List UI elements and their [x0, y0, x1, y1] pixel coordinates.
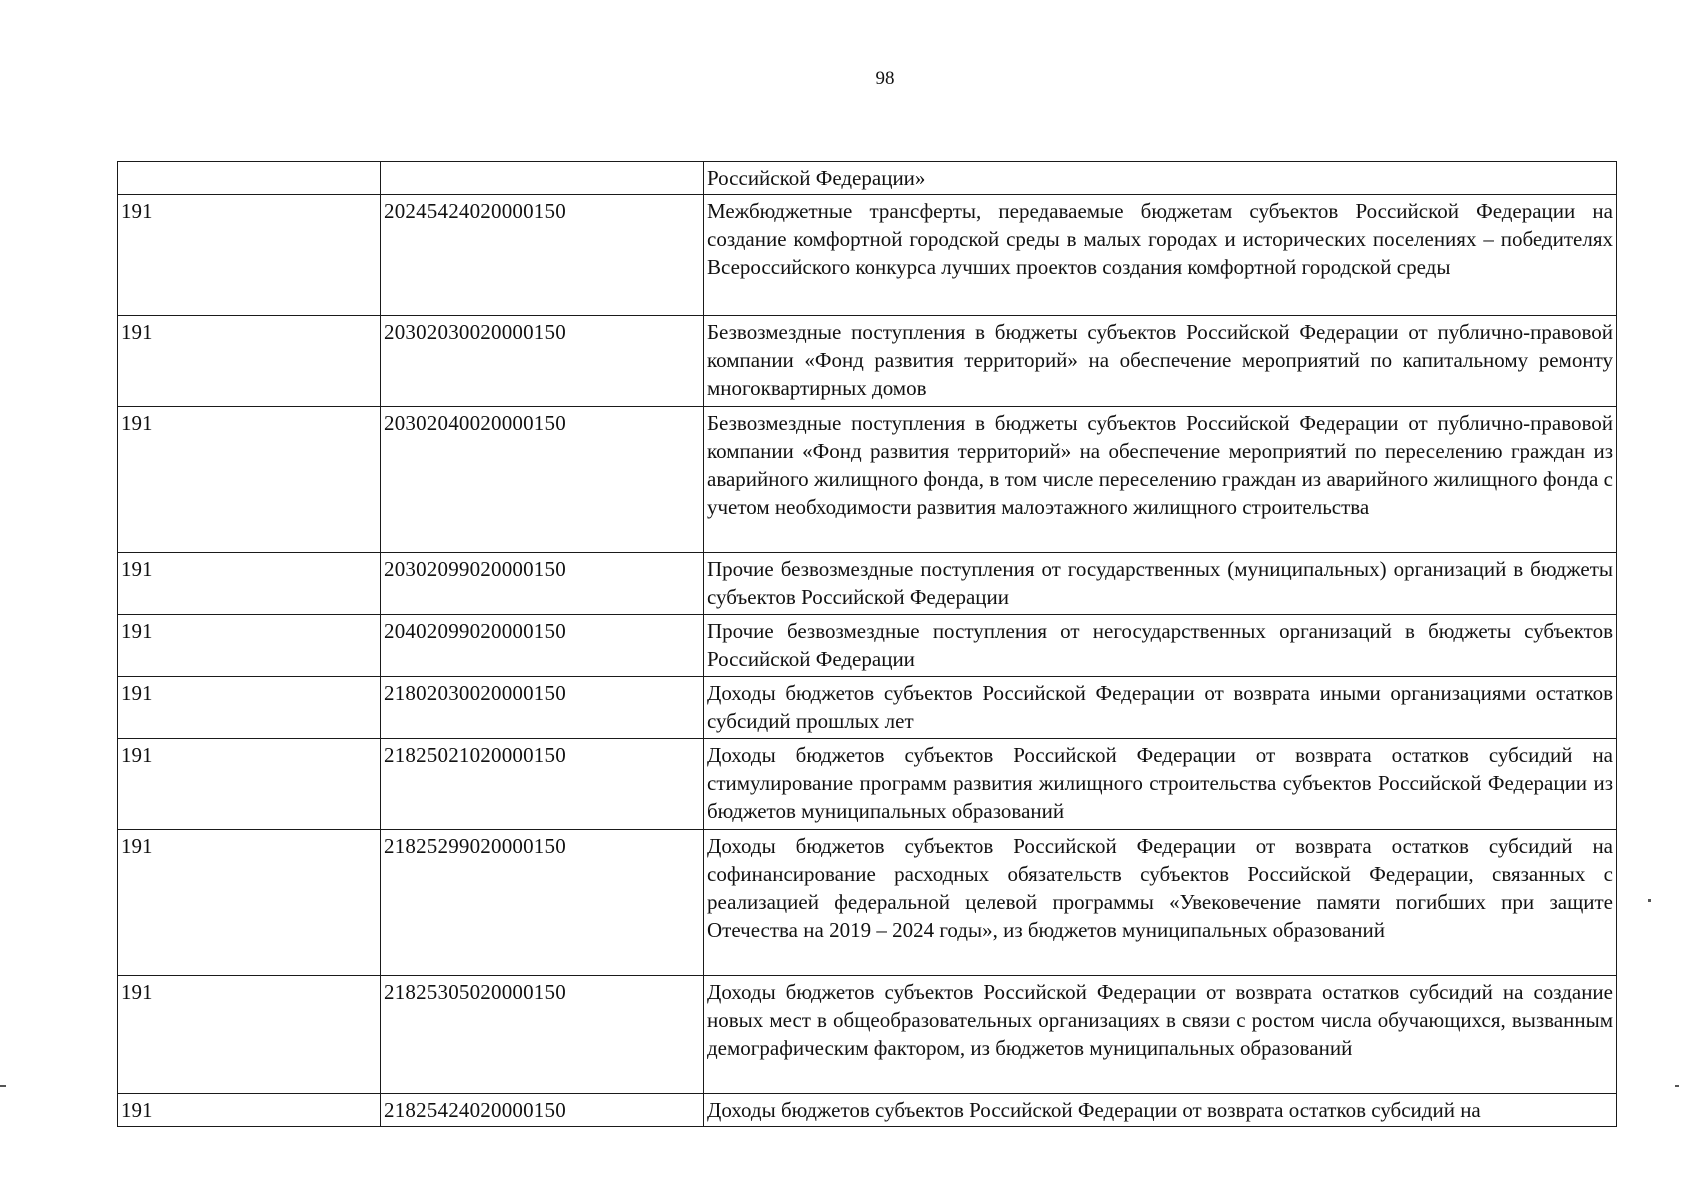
- income-code-cell: 20302099020000150: [381, 553, 704, 615]
- admin-code-cell: 191: [118, 677, 381, 739]
- table-row: [118, 195, 1617, 316]
- scan-edge-mark-left: [0, 1085, 6, 1087]
- income-code-cell: [381, 162, 704, 195]
- income-code-cell: 20302030020000150: [381, 316, 704, 407]
- admin-code-cell: 191: [118, 615, 381, 677]
- description-cell: Доходы бюджетов субъектов Российской Федерации от возврата остатков субсидий на стимулирование программ развития жилищного строительства субъектов Российской Федерации из бюджетов муниципальных образований: [704, 739, 1617, 830]
- description-cell: Российской Федерации»: [704, 162, 1617, 195]
- description-cell: Доходы бюджетов субъектов Российской Федерации от возврата остатков субсидий на: [704, 1094, 1617, 1127]
- description-cell: Доходы бюджетов субъектов Российской Федерации от возврата остатков субсидий на создание новых мест в общеобразовательных организациях в связи с ростом числа обучающихся, вызванным демографическим фактором, из бюджетов муниципальных образований: [704, 976, 1617, 1094]
- table-row: [118, 615, 1617, 677]
- admin-code-cell: 191: [118, 739, 381, 830]
- description-cell: Доходы бюджетов субъектов Российской Федерации от возврата иными организациями остатков субсидий прошлых лет: [704, 677, 1617, 739]
- income-code-cell: 20402099020000150: [381, 615, 704, 677]
- page-number: 98: [875, 68, 895, 89]
- admin-code-cell: 191: [118, 830, 381, 976]
- description-cell: Доходы бюджетов субъектов Российской Федерации от возврата остатков субсидий на софинансирование расходных обязательств субъектов Российской Федерации, связанных с реализацией федеральной целевой программы «Увековечение памяти погибших при защите Отечества на 2019 – 2024 годы», из бюджетов муниципальных образований: [704, 830, 1617, 976]
- description-cell: Безвозмездные поступления в бюджеты субъектов Российской Федерации от публично-правовой компании «Фонд развития территорий» на обеспечение мероприятий по переселению граждан из аварийного жилищного фонда, в том числе переселению граждан из аварийного жилищного фонда с учетом необходимости развития малоэтажного жилищного строительства: [704, 407, 1617, 553]
- admin-code-cell: 191: [118, 407, 381, 553]
- description-cell: Прочие безвозмездные поступления от негосударственных организаций в бюджеты субъектов Российской Федерации: [704, 615, 1617, 677]
- income-code-cell: 21825299020000150: [381, 830, 704, 976]
- admin-code-cell: 191: [118, 195, 381, 316]
- admin-code-cell: 191: [118, 553, 381, 615]
- description-cell: Прочие безвозмездные поступления от государственных (муниципальных) организаций в бюджеты субъектов Российской Федерации: [704, 553, 1617, 615]
- scan-edge-mark-right-2: [1675, 1085, 1679, 1087]
- admin-code-cell: 191: [118, 316, 381, 407]
- table-row: [118, 976, 1617, 1094]
- income-code-cell: 21825305020000150: [381, 976, 704, 1094]
- table-row: [118, 162, 1617, 195]
- table-row: [118, 553, 1617, 615]
- description-cell: Безвозмездные поступления в бюджеты субъектов Российской Федерации от публично-правовой компании «Фонд развития территорий» на обеспечение мероприятий по капитальному ремонту многоквартирных домов: [704, 316, 1617, 407]
- table-row: [118, 830, 1617, 976]
- admin-code-cell: 191: [118, 1094, 381, 1127]
- income-code-cell: 21825021020000150: [381, 739, 704, 830]
- income-code-cell: 20302040020000150: [381, 407, 704, 553]
- admin-code-cell: [118, 162, 381, 195]
- table-row: [118, 739, 1617, 830]
- table-row: [118, 407, 1617, 553]
- income-code-cell: 21825424020000150: [381, 1094, 704, 1127]
- table-row: [118, 1094, 1617, 1127]
- income-code-cell: 20245424020000150: [381, 195, 704, 316]
- description-cell: Межбюджетные трансферты, передаваемые бюджетам субъектов Российской Федерации на создание комфортной городской среды в малых городах и исторических поселениях – победителях Всероссийского конкурса лучших проектов создания комфортной городской среды: [704, 195, 1617, 316]
- table-row: [118, 316, 1617, 407]
- scan-edge-mark-right: [1648, 899, 1651, 902]
- income-codes-table: [117, 161, 1617, 1127]
- admin-code-cell: 191: [118, 976, 381, 1094]
- table-row: [118, 677, 1617, 739]
- income-code-cell: 21802030020000150: [381, 677, 704, 739]
